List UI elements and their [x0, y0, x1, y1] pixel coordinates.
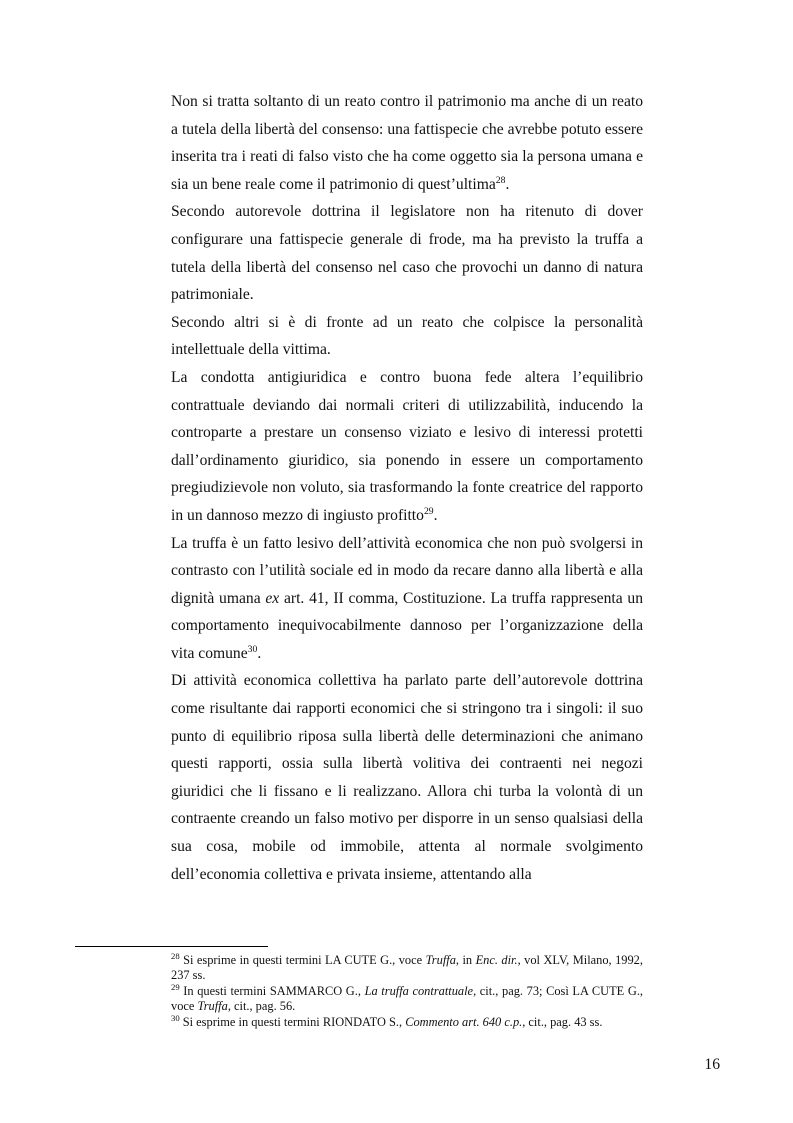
paragraph: Di attività economica collettiva ha parlato parte dell’autorevole dottrina come risultante dai rapporti economici che si stringono tra i singoli: il suo punto di equilibrio riposa sulla libertà delle determinazioni che animano questi rapporti, ossia sulla libertà volitiva dei contraenti nei negozi giuridici che li fissano e li realizzano. Allora chi turba la volontà di un contraente creando un falso motivo per disporre in un senso qualsiasi della sua cosa, mobile od immobile, attenta al normale svolgimento dell’economia collettiva e privata insieme, attentando alla [171, 672, 643, 883]
paragraph: Secondo autorevole dottrina il legislatore non ha ritenuto di dover configurare una fattispecie generale di frode, ma ha previsto la truffa a tutela della libertà del consenso nel caso che provochi un danno di natura patrimoniale. [171, 203, 643, 304]
main-text [171, 88, 643, 888]
footnote-number: 30 [171, 1012, 180, 1023]
footnote: $^{28}$ Si esprime in questi termini LA CUTE G., voce Truffa, in Enc. dir., vol XLV, Milano, 1992, 237 ss. [171, 950, 643, 983]
footnote-ref: 28 [495, 174, 506, 186]
paragraph: La condotta antigiuridica e contro buona fede altera l’equilibrio contrattuale deviando dai normali criteri di utilizzabilità, inducendo la controparte a prestare un consenso viziato e lesivo di interessi protetti dall’ordinamento giuridico, sia ponendo in essere un comportamento pregiudizievole non voluto, sia trasformando la fonte creatrice del rapporto in un dannoso mezzo di ingiusto profitto$^{29}$. [171, 368, 643, 524]
footnote-number: 28 [171, 950, 180, 961]
footnote-ref: 30 [247, 643, 258, 655]
footnote-separator [75, 946, 268, 947]
footnote-ref: 29 [423, 505, 434, 517]
paragraph: Secondo altri si è di fronte ad un reato che colpisce la personalità intellettuale della vittima. [171, 313, 643, 359]
footnote: $^{29}$ In questi termini SAMMARCO G., La truffa contrattuale, cit., pag. 73; Così LA CUTE G., voce Truffa, cit., pag. 56. [171, 981, 644, 1014]
footnote-number: 29 [171, 981, 180, 992]
page-number: 16 [704, 1056, 720, 1073]
paragraph: Non si tratta soltanto di un reato contro il patrimonio ma anche di un reato a tutela della libertà del consenso: una fattispecie che avrebbe potuto essere inserita tra i reati di falso visto che ha come oggetto sia la persona umana e sia un bene reale come il patrimonio di quest’ultima$^{28}$. [171, 93, 643, 193]
footnotes [171, 950, 644, 1030]
paragraph: La truffa è un fatto lesivo dell’attività economica che non può svolgersi in contrasto con l’utilità sociale ed in modo da recare danno alla libertà e alla dignità umana ex art. 41, II comma, Costituzione. La truffa rappresenta un comportamento inequivocabilmente dannoso per l’organizzazione della vita comune$^{30}$. [171, 534, 644, 662]
footnote: $^{30}$ Si esprime in questi termini RIONDATO S., Commento art. 640 c.p., cit., pag. 43 ss. [171, 1012, 603, 1029]
